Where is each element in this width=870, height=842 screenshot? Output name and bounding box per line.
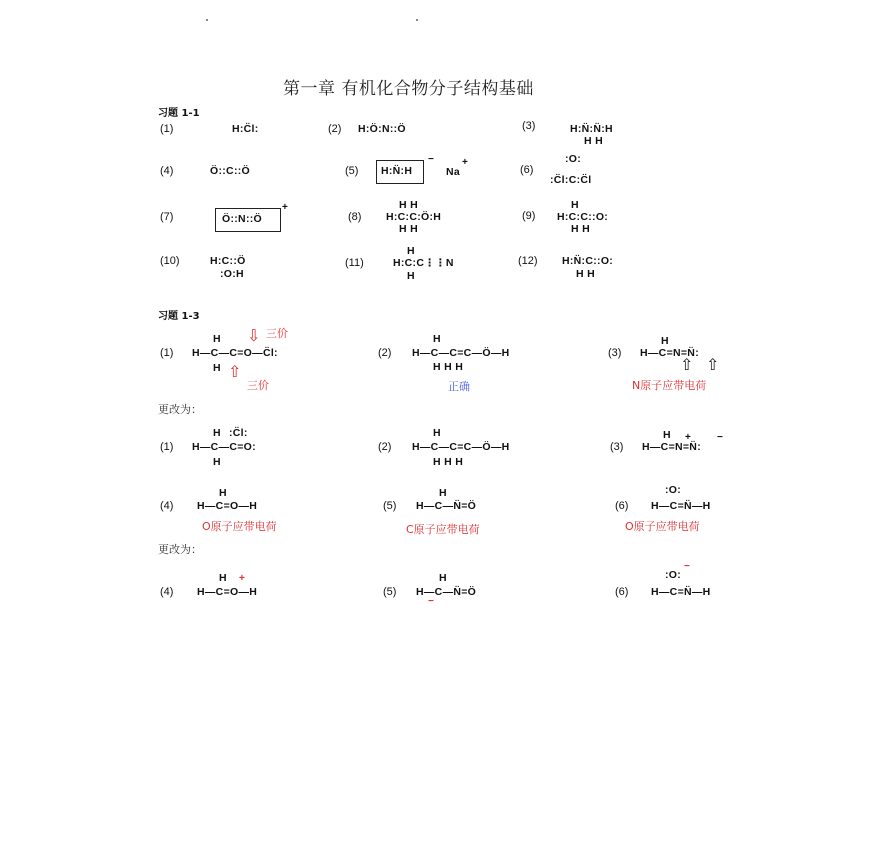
note-o-charge-1: O原子应带电荷 xyxy=(202,520,277,533)
ex1-formula-8: H:C:C:Ö:H xyxy=(386,211,442,223)
header-dot-right xyxy=(416,19,418,21)
ex1-formula-12-bot: H H xyxy=(576,268,595,280)
ex1-formula-12: H:N̈:C::O: xyxy=(562,255,614,267)
arrow-up-icon-2: ⇧ xyxy=(706,357,720,374)
fix1-formula-2-bot: H H H xyxy=(433,456,464,468)
page-title: 第一章 有机化合物分子结构基础 xyxy=(283,79,534,99)
ex1-label-10: (10) xyxy=(160,255,180,267)
ex3-formula-3-top: H xyxy=(661,335,669,347)
fix2-formula-4: H—C=O—H xyxy=(197,586,258,598)
ex1-formula-9-bot: H H xyxy=(571,223,590,235)
ex1-label-8: (8) xyxy=(348,211,362,223)
ex1-label-11: (11) xyxy=(345,257,364,269)
fix1-formula-1-bot: H xyxy=(213,456,221,468)
set2-label-6: (6) xyxy=(615,500,629,512)
ex1-counterion-5: Na xyxy=(446,166,461,178)
ex3-label-1: (1) xyxy=(160,347,174,359)
ex1-label-2: (2) xyxy=(328,123,342,135)
ex1-label-6: (6) xyxy=(520,164,534,176)
fix1-label-1: (1) xyxy=(160,441,174,453)
fix2-label-4: (4) xyxy=(160,586,174,598)
fix1-formula-2: H—C—C=C—Ö—H xyxy=(412,441,510,453)
ex3-label-2: (2) xyxy=(378,347,392,359)
fix1-plus-3: + xyxy=(685,432,691,443)
ex3-label-3: (3) xyxy=(608,347,622,359)
fix1-formula-1-top-cl: :C̈l: xyxy=(229,427,248,439)
ex1-formula-5: H:N̈:H xyxy=(381,165,413,177)
ex1-label-3: (3) xyxy=(522,120,536,132)
ex1-formula-10: H:C::Ö xyxy=(210,255,246,267)
set2-formula-6: H—C=N̈—H xyxy=(651,500,711,512)
set2-label-4: (4) xyxy=(160,500,174,512)
fix1-formula-3: H—C=N=N̈: xyxy=(642,441,701,453)
fix1-formula-2-top: H xyxy=(433,427,441,439)
change-label-2: 更改为： xyxy=(158,543,202,556)
ex1-formula-11: H:C:C⋮⋮N xyxy=(393,257,454,269)
arrow-down-icon: ⇩ xyxy=(247,328,261,345)
arrow-up-icon: ⇧ xyxy=(228,364,242,381)
set2-formula-5-top: H xyxy=(439,487,447,499)
header-dot-left xyxy=(206,19,208,21)
note-correct: 正确 xyxy=(448,380,470,393)
fix2-formula-6: H—C=N̈—H xyxy=(651,586,711,598)
ex1-formula-7: Ö::N::Ö xyxy=(222,213,263,225)
ex3-formula-2: H—C—C=C—Ö—H xyxy=(412,347,510,359)
ex1-formula-8-bot: H H xyxy=(399,223,418,235)
note-n-charge: N原子应带电荷 xyxy=(632,379,707,392)
ex1-label-5: (5) xyxy=(345,165,359,177)
ex3-formula-1-bot: H xyxy=(213,362,221,374)
fix2-minus-6: − xyxy=(684,561,690,572)
ex1-formula-3: H:N̈:N̈:H xyxy=(570,123,613,135)
section-heading-1-1: 习题 1-1 xyxy=(158,108,200,119)
ex1-formula-6: :C̈l:C:C̈l xyxy=(550,174,592,186)
note-o-charge-2: O原子应带电荷 xyxy=(625,520,700,533)
ex1-formula-11-top: H xyxy=(407,245,415,257)
ex1-charge-5: − xyxy=(428,154,434,165)
fix2-label-5: (5) xyxy=(383,586,397,598)
fix2-label-6: (6) xyxy=(615,586,629,598)
ex1-label-1: (1) xyxy=(160,123,174,135)
ex3-formula-3: H—C=N=N̈: xyxy=(640,347,699,359)
set2-label-5: (5) xyxy=(383,500,397,512)
fix1-formula-3-top: H xyxy=(663,429,671,441)
ex1-formula-9-top: H xyxy=(571,199,579,211)
ex1-formula-11-bot: H xyxy=(407,270,415,282)
ex1-counterion-charge-5: + xyxy=(462,157,468,168)
change-label-1: 更改为： xyxy=(158,403,202,416)
ex1-label-4: (4) xyxy=(160,165,174,177)
ex1-formula-8-top: H H xyxy=(399,199,418,211)
fix2-formula-4-top: H xyxy=(219,572,227,584)
fix2-plus-4: + xyxy=(239,573,245,584)
ex3-formula-2-top: H xyxy=(433,333,441,345)
fix1-formula-1: H—C—C=O: xyxy=(192,441,256,453)
fix1-minus-3: − xyxy=(717,432,723,443)
note-valence-bottom: 三价 xyxy=(247,379,269,392)
ex3-formula-1-top: H xyxy=(213,333,221,345)
set2-formula-5: H—C—N̈=Ö xyxy=(416,500,477,512)
ex1-charge-7: + xyxy=(282,202,288,213)
fix2-minus-5: − xyxy=(428,596,434,607)
set2-formula-6-top: :O: xyxy=(665,484,682,496)
arrow-up-icon-1: ⇧ xyxy=(680,357,694,374)
ex1-formula-10-bot: :O:H xyxy=(220,268,244,280)
fix1-formula-1-top-h: H xyxy=(213,427,221,439)
ex3-formula-2-bot: H H H xyxy=(433,361,464,373)
fix2-formula-6-top: :O: xyxy=(665,569,682,581)
ex1-formula-2: H:Ö:N::Ö xyxy=(358,123,406,135)
ex1-formula-4: Ö::C::Ö xyxy=(210,165,251,177)
fix1-label-3: (3) xyxy=(610,441,624,453)
note-valence-top: 三价 xyxy=(266,327,288,340)
ex3-formula-1: H—C—C=O—C̈l: xyxy=(192,347,278,359)
section-heading-1-3: 习题 1-3 xyxy=(158,311,200,322)
ex1-formula-9: H:C:C::O: xyxy=(557,211,609,223)
fix2-formula-5-top: H xyxy=(439,572,447,584)
ex1-formula-6-top: :O: xyxy=(565,153,582,165)
ex1-formula-3-sub: H H xyxy=(584,135,603,147)
set2-formula-4: H—C=O—H xyxy=(197,500,258,512)
ex1-label-9: (9) xyxy=(522,210,536,222)
fix2-formula-5: H—C—N̈=Ö xyxy=(416,586,477,598)
ex1-formula-1: H:C̈l: xyxy=(232,123,259,135)
note-c-charge: C原子应带电荷 xyxy=(406,523,480,536)
ex1-label-7: (7) xyxy=(160,211,174,223)
ex1-label-12: (12) xyxy=(518,255,538,267)
set2-formula-4-top: H xyxy=(219,487,227,499)
fix1-label-2: (2) xyxy=(378,441,392,453)
